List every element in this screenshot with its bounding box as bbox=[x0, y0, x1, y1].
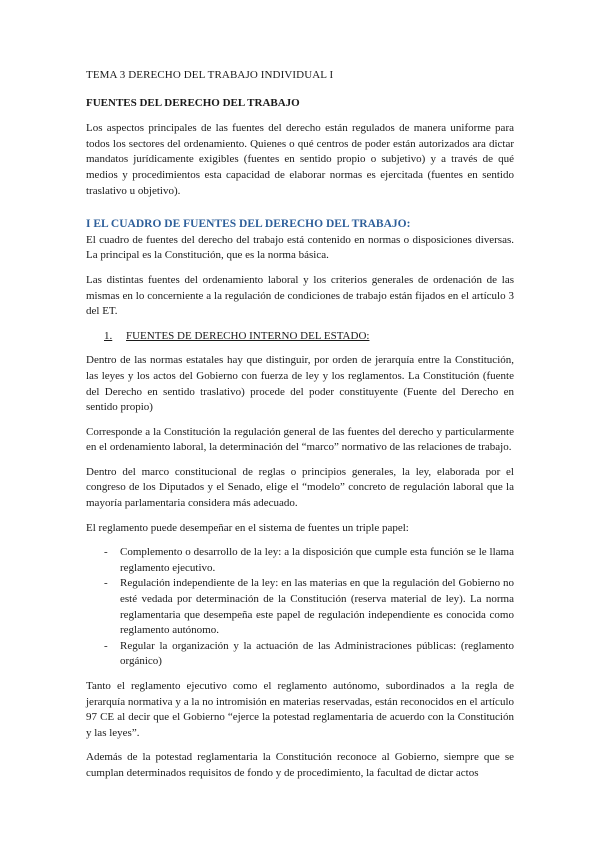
section-1-paragraph-1: El cuadro de fuentes del derecho del trabajo está contenido en normas o disposiciones diversas. La principal es la Constitución, que es la norma básica. bbox=[86, 233, 514, 262]
reglamento-roles-list bbox=[86, 545, 514, 670]
intro-paragraph: Los aspectos principales de las fuentes del derecho están regulados de manera uniforme para todos los sectores del ordenamiento. Quienes o qué centros de poder están autorizados ara dictar mandatos jurídicamente exigibles (fuentes en sentido propio o subjetivo) y a través de qué medios y procedimientos esta capacidad de elaborar normas es ejercitada (fuentes en sentido traslativo u objetivo). bbox=[86, 122, 514, 197]
list-item bbox=[86, 576, 514, 638]
paragraph-ademas: Además de la potestad reglamentaria la Constitución reconoce al Gobierno, siempre que se cumplan determinados requisitos de fondo y de procedimiento, la facultad de dictar actos bbox=[86, 751, 514, 779]
paragraph-corresponde: Corresponde a la Constitución la regulación general de las fuentes del derecho y particularmente en el ordenamiento laboral, la determinación del “marco” normativo de las relaciones de trabajo. bbox=[86, 425, 514, 454]
list-item-text: Regulación independiente de la ley: en las materias en que la regulación del Gobierno no esté vedada por determinación de la Constitución (reserva material de ley). La norma reglamentaria que desempeña este papel de regulación independiente es conocida como reglamento autónomo. bbox=[120, 577, 514, 637]
paragraph-reglamento: El reglamento puede desempeñar en el sistema de fuentes un triple papel: bbox=[86, 521, 409, 534]
list-item-text: Regular la organización y la actuación de las Administraciones públicas: (reglamento orgánico) bbox=[120, 639, 514, 668]
section-1-paragraph-2: Las distintas fuentes del ordenamiento laboral y los criterios generales de ordenación de las mismas en lo concerniente a la regulación de condiciones de trabajo están fijados en el artículo 3 del ET. bbox=[86, 273, 514, 318]
list-item bbox=[86, 545, 514, 576]
paragraph-marco: Dentro del marco constitucional de reglas o principios generales, la ley, elaborada por el congreso de los Diputados y el Senado, elige el “modelo” concreto de regulación laboral que la mayoría parlamentaria considera más adecuado. bbox=[86, 465, 514, 510]
list-item bbox=[86, 639, 514, 670]
paragraph-jerarquia: Dentro de las normas estatales hay que distinguir, por orden de jerarquía entre la Constitución, las leyes y los actos del Gobierno con fuerza de ley y los reglamentos. La Constitución (fuente del Derecho en sentido traslativo) procede del poder constituyente (Fuente del Derecho en sentido propio) bbox=[86, 354, 514, 414]
dash-bullet: - bbox=[104, 546, 108, 559]
subsection-1-heading bbox=[104, 329, 514, 345]
subsection-1-number: 1. bbox=[104, 329, 113, 342]
list-item-text: Complemento o desarrollo de la ley: a la disposición que cumple esta función se le llama reglamento ejecutivo. bbox=[120, 546, 514, 574]
paragraph-tanto: Tanto el reglamento ejecutivo como el reglamento autónomo, subordinados a la regla de jerarquía normativa y a la no intromisión en materias reservadas, están reconocidos en el artículo 97 CE al decir que el Gobierno “ejerce la potestad reglamentaria de acuerdo con la Constitución y las leyes”. bbox=[86, 680, 514, 739]
section-1-title: I EL CUADRO DE FUENTES DEL DERECHO DEL TRABAJO: bbox=[86, 218, 411, 231]
dash-bullet: - bbox=[104, 577, 108, 590]
subsection-1-title: FUENTES DE DERECHO INTERNO DEL ESTADO: bbox=[126, 329, 370, 342]
tema-heading: TEMA 3 DERECHO DEL TRABAJO INDIVIDUAL I bbox=[86, 69, 334, 81]
main-heading: FUENTES DEL DERECHO DEL TRABAJO bbox=[86, 96, 300, 109]
dash-bullet: - bbox=[104, 639, 108, 652]
